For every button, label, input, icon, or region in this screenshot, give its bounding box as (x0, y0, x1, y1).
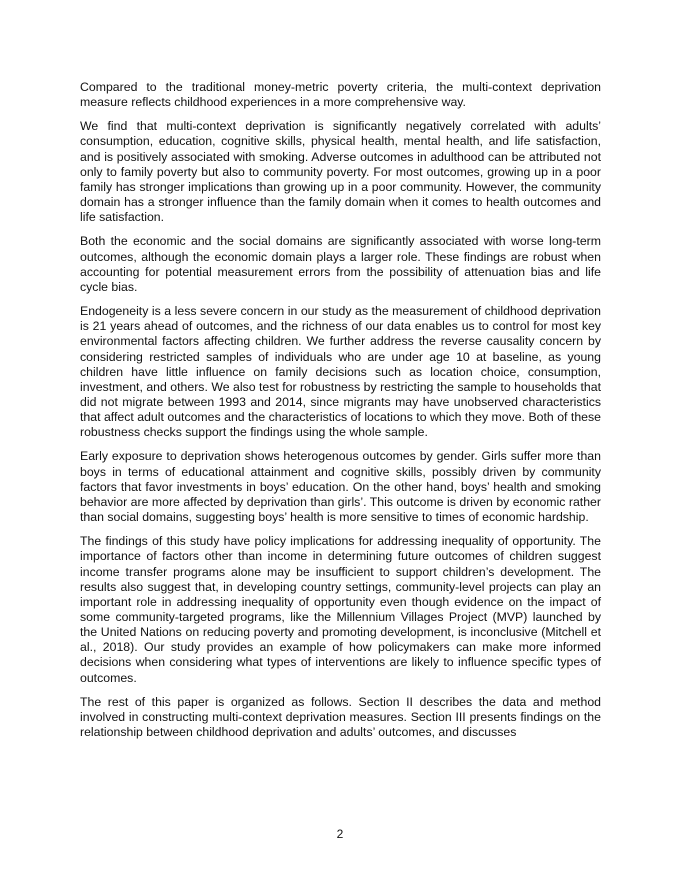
paragraph-6: The findings of this study have policy implications for addressing inequality of opportunity. The importance of factors other than income in determining future outcomes of children suggest income transfer programs alone may be insufficient to support children’s development. The results also suggest that, in developing country settings, community-level projects can play an important role in addressing inequality of opportunity even though evidence on the impact of some community-targeted programs, like the Millennium Villages Project (MVP) launched by the United Nations on reducing poverty and promoting development, is inconclusive (Mitchell et al., 2018). Our study provides an example of how policymakers can make more informed decisions when considering what types of interventions are likely to influence specific types of outcomes. (80, 534, 601, 685)
page-number: 2 (336, 827, 344, 841)
paragraph-1: Compared to the traditional money-metric poverty criteria, the multi-context deprivation measure reflects childhood experiences in a more comprehensive way. (80, 80, 601, 110)
paragraph-3: Both the economic and the social domains are significantly associated with worse long-term outcomes, although the economic domain plays a larger role. These findings are robust when accounting for potential measurement errors from the possibility of attenuation bias and life cycle bias. (80, 234, 601, 294)
paragraph-4: Endogeneity is a less severe concern in our study as the measurement of childhood deprivation is 21 years ahead of outcomes, and the richness of our data enables us to control for most key environmental factors affecting children. We further address the reverse causality concern by considering restricted samples of individuals who are under age 10 at baseline, as young children have little influence on family decisions such as location choice, consumption, investment, and others. We also test for robustness by restricting the sample to households that did not migrate between 1993 and 2014, since migrants may have unobserved characteristics that affect adult outcomes and the characteristics of locations to which they move. Both of these robustness checks support the findings using the whole sample. (80, 304, 601, 440)
page-body (80, 80, 601, 749)
paragraph-2: We find that multi-context deprivation is significantly negatively correlated with adults’ consumption, education, cognitive skills, physical health, mental health, and life satisfaction, and is positively associated with smoking. Adverse outcomes in adulthood can be attributed not only to family poverty but also to community poverty. For most outcomes, growing up in a poor family has stronger implications than growing up in a poor community. However, the community domain has a stronger influence than the family domain when it comes to health outcomes and life satisfaction. (80, 119, 601, 225)
paragraph-7: The rest of this paper is organized as follows. Section II describes the data and method involved in constructing multi-context deprivation measures. Section III presents findings on the relationship between childhood deprivation and adults’ outcomes, and discusses (80, 694, 601, 740)
paragraph-5: Early exposure to deprivation shows heterogenous outcomes by gender. Girls suffer more than boys in terms of educational attainment and cognitive skills, possibly driven by community factors that favor investments in boys’ education. On the other hand, boys’ health and smoking behavior are more affected by deprivation than girls’. This outcome is driven by economic rather than social domains, suggesting boys’ health is more sensitive to times of economic hardship. (80, 449, 601, 525)
